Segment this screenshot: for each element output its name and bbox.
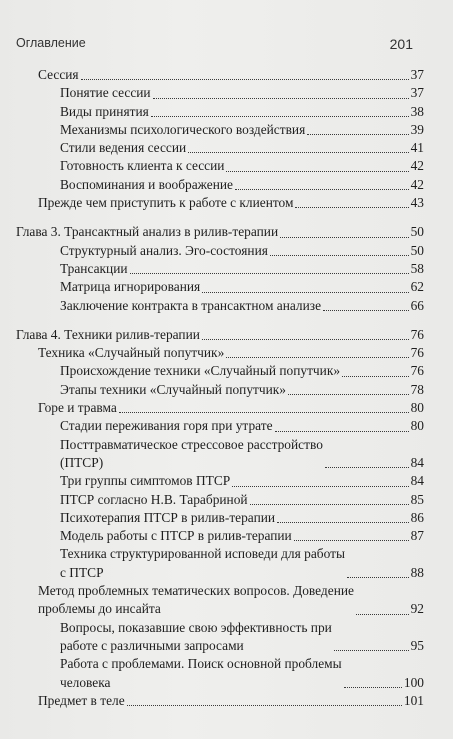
dot-leader: [226, 171, 408, 172]
toc-entry-title-line: Техника структурированной исповеди для работы: [60, 546, 345, 562]
toc-entry-page: 95: [410, 637, 424, 653]
dot-leader: [275, 431, 409, 432]
toc-entry: [16, 692, 424, 710]
toc-entry-title: [60, 436, 323, 473]
toc-entry: [16, 242, 424, 260]
toc-entry-title-line: Посттравматическое стрессовое расстройство: [60, 436, 323, 452]
dot-leader: [188, 152, 408, 153]
toc-entry: [16, 509, 424, 527]
toc-entry: [16, 417, 424, 435]
toc-entry-page: 88: [410, 564, 424, 580]
dot-leader: [323, 310, 409, 311]
toc-entry-page: 38: [410, 103, 424, 119]
toc-entry: [16, 121, 424, 139]
toc-entry-title: Модель работы с ПТСР в рилив-терапии: [60, 528, 292, 544]
toc-entry-page: 50: [410, 224, 424, 240]
toc-entry-page: 78: [410, 381, 424, 397]
dot-leader: [334, 650, 409, 651]
table-of-contents: [16, 66, 424, 710]
toc-entry: [16, 344, 424, 362]
toc-entry: [16, 157, 424, 175]
toc-entry-title: Техника «Случайный попутчик»: [38, 345, 225, 361]
toc-entry-page: 80: [410, 400, 424, 416]
toc-entry-page: 50: [410, 242, 424, 258]
toc-entry: [16, 381, 424, 399]
dot-leader: [277, 522, 409, 523]
toc-entry-title: Трансакции: [60, 260, 128, 276]
toc-entry: [16, 472, 424, 490]
toc-entry-page: 41: [410, 140, 424, 156]
toc-entry-page: 42: [410, 158, 424, 174]
toc-entry-page: 86: [410, 509, 424, 525]
toc-entry-page: 43: [410, 195, 424, 211]
toc-entry: [16, 362, 424, 380]
toc-entry-title-line: Работа с проблемами. Поиск основной проблемы: [60, 656, 342, 672]
toc-entry: [16, 491, 424, 509]
dot-leader: [153, 98, 409, 99]
toc-entry-title: Структурный анализ. Эго-состояния: [60, 242, 268, 258]
toc-entry-title: Глава 3. Трансактный анализ в рилив-терапии: [16, 224, 279, 240]
toc-entry: [16, 223, 424, 241]
dot-leader: [347, 577, 409, 578]
toc-entry: [16, 527, 424, 545]
toc-entry-page: 80: [410, 418, 424, 434]
toc-entry-page: 84: [410, 454, 424, 470]
dot-leader: [270, 255, 409, 256]
toc-entry-title: Готовность клиента к сессии: [60, 158, 225, 174]
toc-entry-title: Горе и травма: [38, 400, 117, 416]
dot-leader: [344, 687, 402, 688]
dot-leader: [235, 189, 409, 190]
toc-entry-title: Виды принятия: [60, 103, 149, 119]
running-head: [16, 36, 413, 54]
dot-leader: [226, 357, 408, 358]
toc-entry: [16, 399, 424, 417]
toc-entry: [16, 326, 424, 344]
dot-leader: [127, 705, 402, 706]
toc-entry-page: 62: [410, 279, 424, 295]
toc-entry: [16, 582, 424, 619]
toc-entry: [16, 139, 424, 157]
toc-entry-title: Сессия: [38, 67, 79, 82]
toc-entry-title-line: человека: [60, 674, 111, 690]
running-head-page-number: 201: [389, 36, 413, 52]
dot-leader: [280, 237, 408, 238]
toc-entry-page: 42: [410, 176, 424, 192]
toc-entry: [16, 436, 424, 473]
toc-entry-page: 76: [410, 345, 424, 361]
toc-entry-page: 101: [403, 692, 424, 708]
dot-leader: [130, 273, 409, 274]
dot-leader: [232, 486, 408, 487]
toc-entry-title-line: (ПТСР): [60, 454, 104, 470]
running-head-title: Оглавление: [16, 36, 86, 50]
toc-entry: [16, 619, 424, 656]
toc-entry: [16, 260, 424, 278]
toc-entry: [16, 66, 424, 84]
toc-entry-title: [38, 582, 354, 619]
toc-entry-title: Происхождение техники «Случайный попутчик»: [60, 363, 341, 379]
toc-entry-title: Матрица игнорирования: [60, 279, 201, 295]
toc-entry-title-line: работе с различными запросами: [60, 637, 244, 653]
toc-entry-title: Заключение контракта в трансактном анализе: [60, 297, 322, 313]
toc-entry-page: 100: [403, 674, 424, 690]
toc-entry-title: [60, 545, 345, 582]
toc-entry-title-line: Вопросы, показавшие свою эффективность при: [60, 619, 332, 635]
toc-entry: [16, 278, 424, 296]
toc-entry: [16, 194, 424, 212]
toc-entry-page: 37: [410, 67, 424, 82]
toc-entry-page: 92: [410, 601, 424, 617]
toc-entry-title: Воспоминания и воображение: [60, 176, 233, 192]
dot-leader: [250, 504, 409, 505]
toc-entry-page: 66: [410, 297, 424, 313]
toc-entry-page: 39: [410, 121, 424, 137]
toc-entry: [16, 176, 424, 194]
toc-entry-title: Механизмы психологического воздействия: [60, 121, 306, 137]
toc-entry: [16, 103, 424, 121]
dot-leader: [81, 79, 409, 80]
dot-leader: [202, 292, 408, 293]
toc-entry: [16, 84, 424, 102]
toc-entry-page: 76: [410, 326, 424, 342]
toc-entry-page: 84: [410, 473, 424, 489]
dot-leader: [119, 412, 409, 413]
toc-entry-page: 58: [410, 260, 424, 276]
toc-entry-title: Предмет в теле: [38, 692, 125, 708]
toc-entry-title-line: Метод проблемных тематических вопросов. Доведение: [38, 583, 354, 599]
dot-leader: [307, 134, 408, 135]
toc-entry-title: Глава 4. Техники рилив-терапии: [16, 326, 200, 342]
dot-leader: [288, 394, 409, 395]
dot-leader: [325, 467, 409, 468]
toc-entry-page: 76: [410, 363, 424, 379]
toc-entry-title-line: проблемы до инсайта: [38, 601, 161, 617]
toc-entry-title: Стадии переживания горя при утрате: [60, 418, 273, 434]
toc-entry-title: Стили ведения сессии: [60, 140, 187, 156]
toc-entry: [16, 655, 424, 692]
toc-entry-title: Понятие сессии: [60, 85, 151, 101]
toc-entry-page: 87: [410, 528, 424, 544]
toc-entry-title: Три группы симптомов ПТСР: [60, 473, 231, 489]
toc-entry-title: Психотерапия ПТСР в рилив-терапии: [60, 509, 276, 525]
dot-leader: [342, 376, 409, 377]
toc-entry-title-line: с ПТСР: [60, 564, 104, 580]
toc-entry-page: 85: [410, 491, 424, 507]
toc-entry-title: [60, 655, 342, 692]
dot-leader: [151, 116, 409, 117]
toc-entry-title: ПТСР согласно Н.В. Тарабриной: [60, 491, 248, 507]
toc-entry: [16, 297, 424, 315]
dot-leader: [202, 339, 409, 340]
toc-entry-title: Этапы техники «Случайный попутчик»: [60, 381, 286, 397]
toc-entry-title: [60, 619, 332, 656]
dot-leader: [295, 207, 408, 208]
dot-leader: [356, 614, 409, 615]
toc-entry: [16, 545, 424, 582]
toc-entry-title: Прежде чем приступить к работе с клиентом: [38, 195, 294, 211]
dot-leader: [294, 540, 409, 541]
toc-entry-page: 37: [410, 85, 424, 101]
